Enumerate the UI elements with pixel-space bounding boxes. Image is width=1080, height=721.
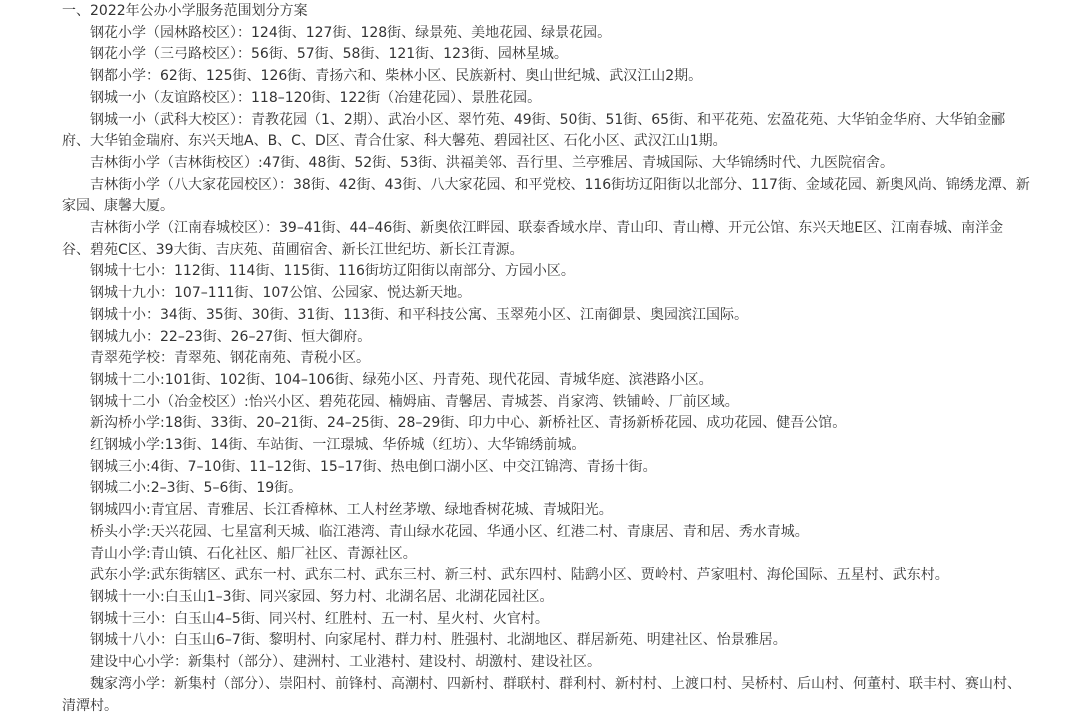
school-entry: 钢花小学（园林路校区）：124街、127街、128街、绿景苑、美地花园、绿景花园。	[90, 24, 612, 41]
school-entry: 钢城九小：22–23街、26–27街、恒大御府。	[90, 328, 372, 345]
school-entry: 钢城十小：34街、35街、30街、31街、113街、和平科技公寓、玉翠苑小区、江南御景、奥园滨江国际。	[90, 306, 748, 323]
school-entry: 桥头小学:天兴花园、七星富利天城、临江港湾、青山绿水花园、华通小区、红港二村、青康居、青和居、秀水青城。	[90, 523, 809, 540]
school-entry: 钢城十八小：白玉山6–7街、黎明村、向家尾村、群力村、胜强村、北湖地区、群居新苑、明建社区、怡景雅居。	[90, 632, 787, 649]
school-entry: 吉林街小学（八大家花园校区）：38街、42街、43街、八大家花园、和平党校、116街坊辽阳街以北部分、117街、金域花园、新奥风尚、锦绣龙潭、新家园、康馨大厦。	[62, 176, 1030, 215]
school-entry: 钢都小学：62街、125街、126街、青扬六和、柴林小区、民族新村、奥山世纪城、武汉江山2期。	[90, 68, 703, 85]
school-entry: 魏家湾小学：新集村（部分）、崇阳村、前锋村、高潮村、四新村、群联村、群利村、新村村、上渡口村、吴桥村、后山村、何董村、联丰村、赛山村、清潭村。	[62, 675, 1021, 714]
school-entry: 青翠苑学校：青翠苑、钢花南苑、青税小区。	[90, 350, 370, 367]
school-entry: 建设中心小学：新集村（部分）、建洲村、工业港村、建设村、胡激村、建设社区。	[90, 654, 601, 671]
school-entry: 钢城十三小：白玉山4–5街、同兴村、红胜村、五一村、星火村、火官村。	[90, 610, 549, 627]
school-entry: 钢城一小（友谊路校区）：118–120街、122街（冶建花园）、景胜花园。	[90, 89, 542, 106]
school-entry: 钢城十一小:白玉山1–3街、同兴家园、努力村、北湖名居、北湖花园社区。	[90, 588, 554, 605]
document-body	[62, 1, 1030, 717]
school-entry: 钢城二小:2–3街、5–6街、19街。	[90, 480, 303, 497]
school-entry: 吉林街小学（吉林街校区）:47街、48街、52街、53街、洪福美邻、吾行里、兰亭雅居、青城国际、大华锦绣时代、九医院宿舍。	[90, 154, 894, 171]
school-entry: 新沟桥小学:18街、33街、20–21街、24–25街、28–29街、印力中心、新桥社区、青扬新桥花园、成功花园、健吾公馆。	[90, 415, 847, 432]
section-heading: 一、2022年公办小学服务范围划分方案	[62, 3, 308, 19]
school-entry: 钢城十二小（冶金校区）:怡兴小区、碧苑花园、楠姆庙、青馨居、青城荟、肖家湾、铁铺岭、厂前区域。	[90, 393, 739, 410]
school-entry: 青山小学:青山镇、石化社区、船厂社区、青源社区。	[90, 545, 417, 562]
school-entry: 钢城三小:4街、7–10街、11–12街、15–17街、热电倒口湖小区、中交江锦湾、青扬十街。	[90, 458, 657, 475]
school-entry: 钢花小学（三弓路校区）：56街、57街、58街、121街、123街、园林星城。	[90, 46, 568, 63]
school-entry: 吉林街小学（江南春城校区）：39–41街、44–46街、新奥依江畔园、联泰香域水岸、青山印、青山樽、开元公馆、东兴天地E区、江南春城、南洋金谷、碧苑C区、39大街、吉庆苑、苗圃宿舍、新长江世纪坊、新长江青源。	[62, 220, 1004, 258]
school-entry: 武东小学:武东街辖区、武东一村、武东二村、武东三村、新三村、武东四村、陆鹞小区、贾岭村、芦家咀村、海伦国际、五星村、武东村。	[90, 567, 949, 584]
school-entry: 红钢城小学:13街、14街、车站街、一江璟城、华侨城（红坊）、大华锦绣前城。	[90, 437, 586, 454]
school-entry: 钢城十九小：107–111街、107公馆、公园家、悦达新天地。	[90, 285, 472, 302]
school-entry: 钢城十二小:101街、102街、104–106街、绿苑小区、丹青苑、现代花园、青城华庭、滨港路小区。	[90, 371, 713, 388]
school-entry: 钢城一小（武科大校区）：青教花园（1、2期）、武冶小区、翠竹苑、49街、50街、51街、65街、和平花苑、宏盈花苑、大华铂金华府、大华铂金郦府、大华铂金瑞府、东兴天地A、B、C、D区、青合仕家、科大馨苑、碧园社区、石化小区、武汉江山1期。	[62, 111, 1006, 150]
school-entry: 钢城四小:青宜居、青雅居、长江香樟林、工人村丝茅墩、绿地香树花城、青城阳光。	[90, 502, 613, 519]
school-entry: 钢城十七小：112街、114街、115街、116街坊辽阳街以南部分、方园小区。	[90, 263, 575, 280]
